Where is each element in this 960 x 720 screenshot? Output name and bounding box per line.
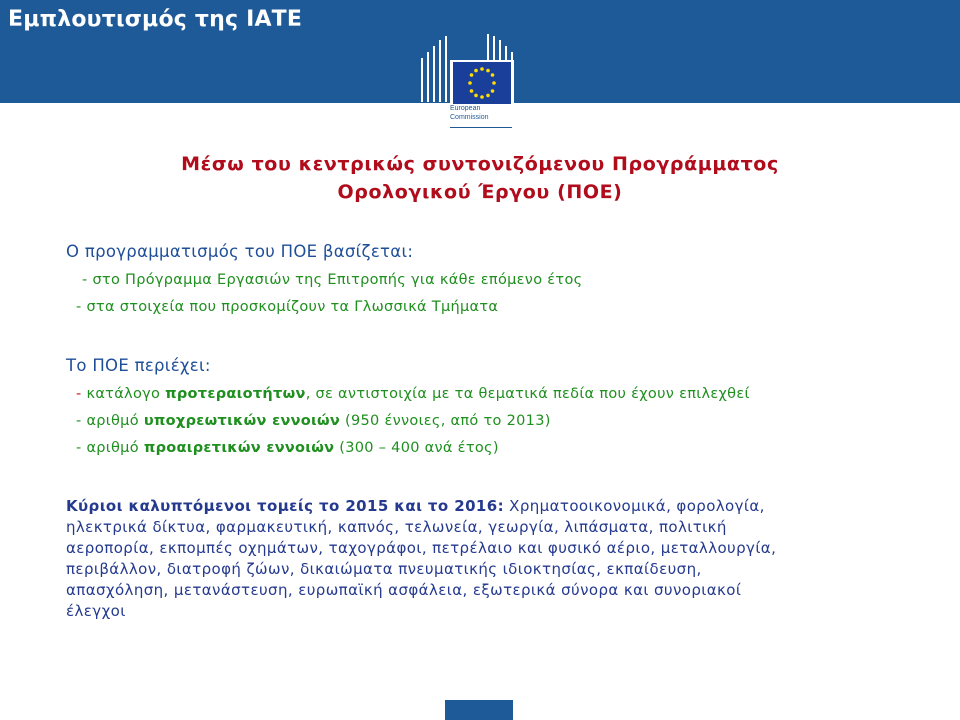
section3-line-1: Κύριοι καλυπτόμενοι τομείς το 2015 και το 2016: Χρηματοοικονομικά, φορολογία, xyxy=(66,497,765,515)
section2-item-3: - αριθμό προαιρετικών εννοιών (300 – 400 ανά έτος) xyxy=(76,440,499,456)
section3-line-3: αεροπορία, εκπομπές οχημάτων, ταχογράφοι, πετρέλαιο και φυσικό αέριο, μεταλλουργία, xyxy=(66,539,777,557)
section3-line-2: ηλεκτρικά δίκτυα, φαρμακευτική, καπνός, τελωνεία, γεωργία, λιπάσματα, πολιτική xyxy=(66,518,727,536)
section3-line-4: περιβάλλον, διατροφή ζώων, δικαιώματα πνευματικής ιδιοκτησίας, εκπαίδευση, xyxy=(66,560,702,578)
section2-item-2: - αριθμό υποχρεωτικών εννοιών (950 έννοιες, από το 2013) xyxy=(76,413,551,429)
section2-item-1: - κατάλογο προτεραιοτήτων, σε αντιστοιχία με τα θεματικά πεδία που έχουν επιλεχθεί xyxy=(76,386,750,402)
section1-item-2: - στα στοιχεία που προσκομίζουν τα Γλωσσικά Τμήματα xyxy=(76,299,499,315)
section1-heading: Ο προγραμματισμός του ΠΟΕ βασίζεται: xyxy=(66,242,414,261)
logo-text: European Commission xyxy=(450,105,489,121)
section2-heading: Το ΠΟΕ περιέχει: xyxy=(66,356,211,375)
slide-title: Εμπλουτισμός της ΙΑΤΕ xyxy=(8,7,303,32)
section3-line-6: έλεγχοι xyxy=(66,602,126,620)
footer-tab xyxy=(445,700,513,720)
logo-underline xyxy=(450,127,512,128)
section3-line-5: απασχόληση, μετανάστευση, ευρωπαϊκή ασφάλεια, εξωτερικά σύνορα και συνοριακοί xyxy=(66,581,742,599)
section1-item-1: - στο Πρόγραμμα Εργασιών της Επιτροπής για κάθε επόμενο έτος xyxy=(82,272,583,288)
slide-subtitle: Μέσω του κεντρικώς συντονιζόμενου Προγράμματος Ορολογικού Έργου (ΠΟΕ) xyxy=(181,153,779,203)
